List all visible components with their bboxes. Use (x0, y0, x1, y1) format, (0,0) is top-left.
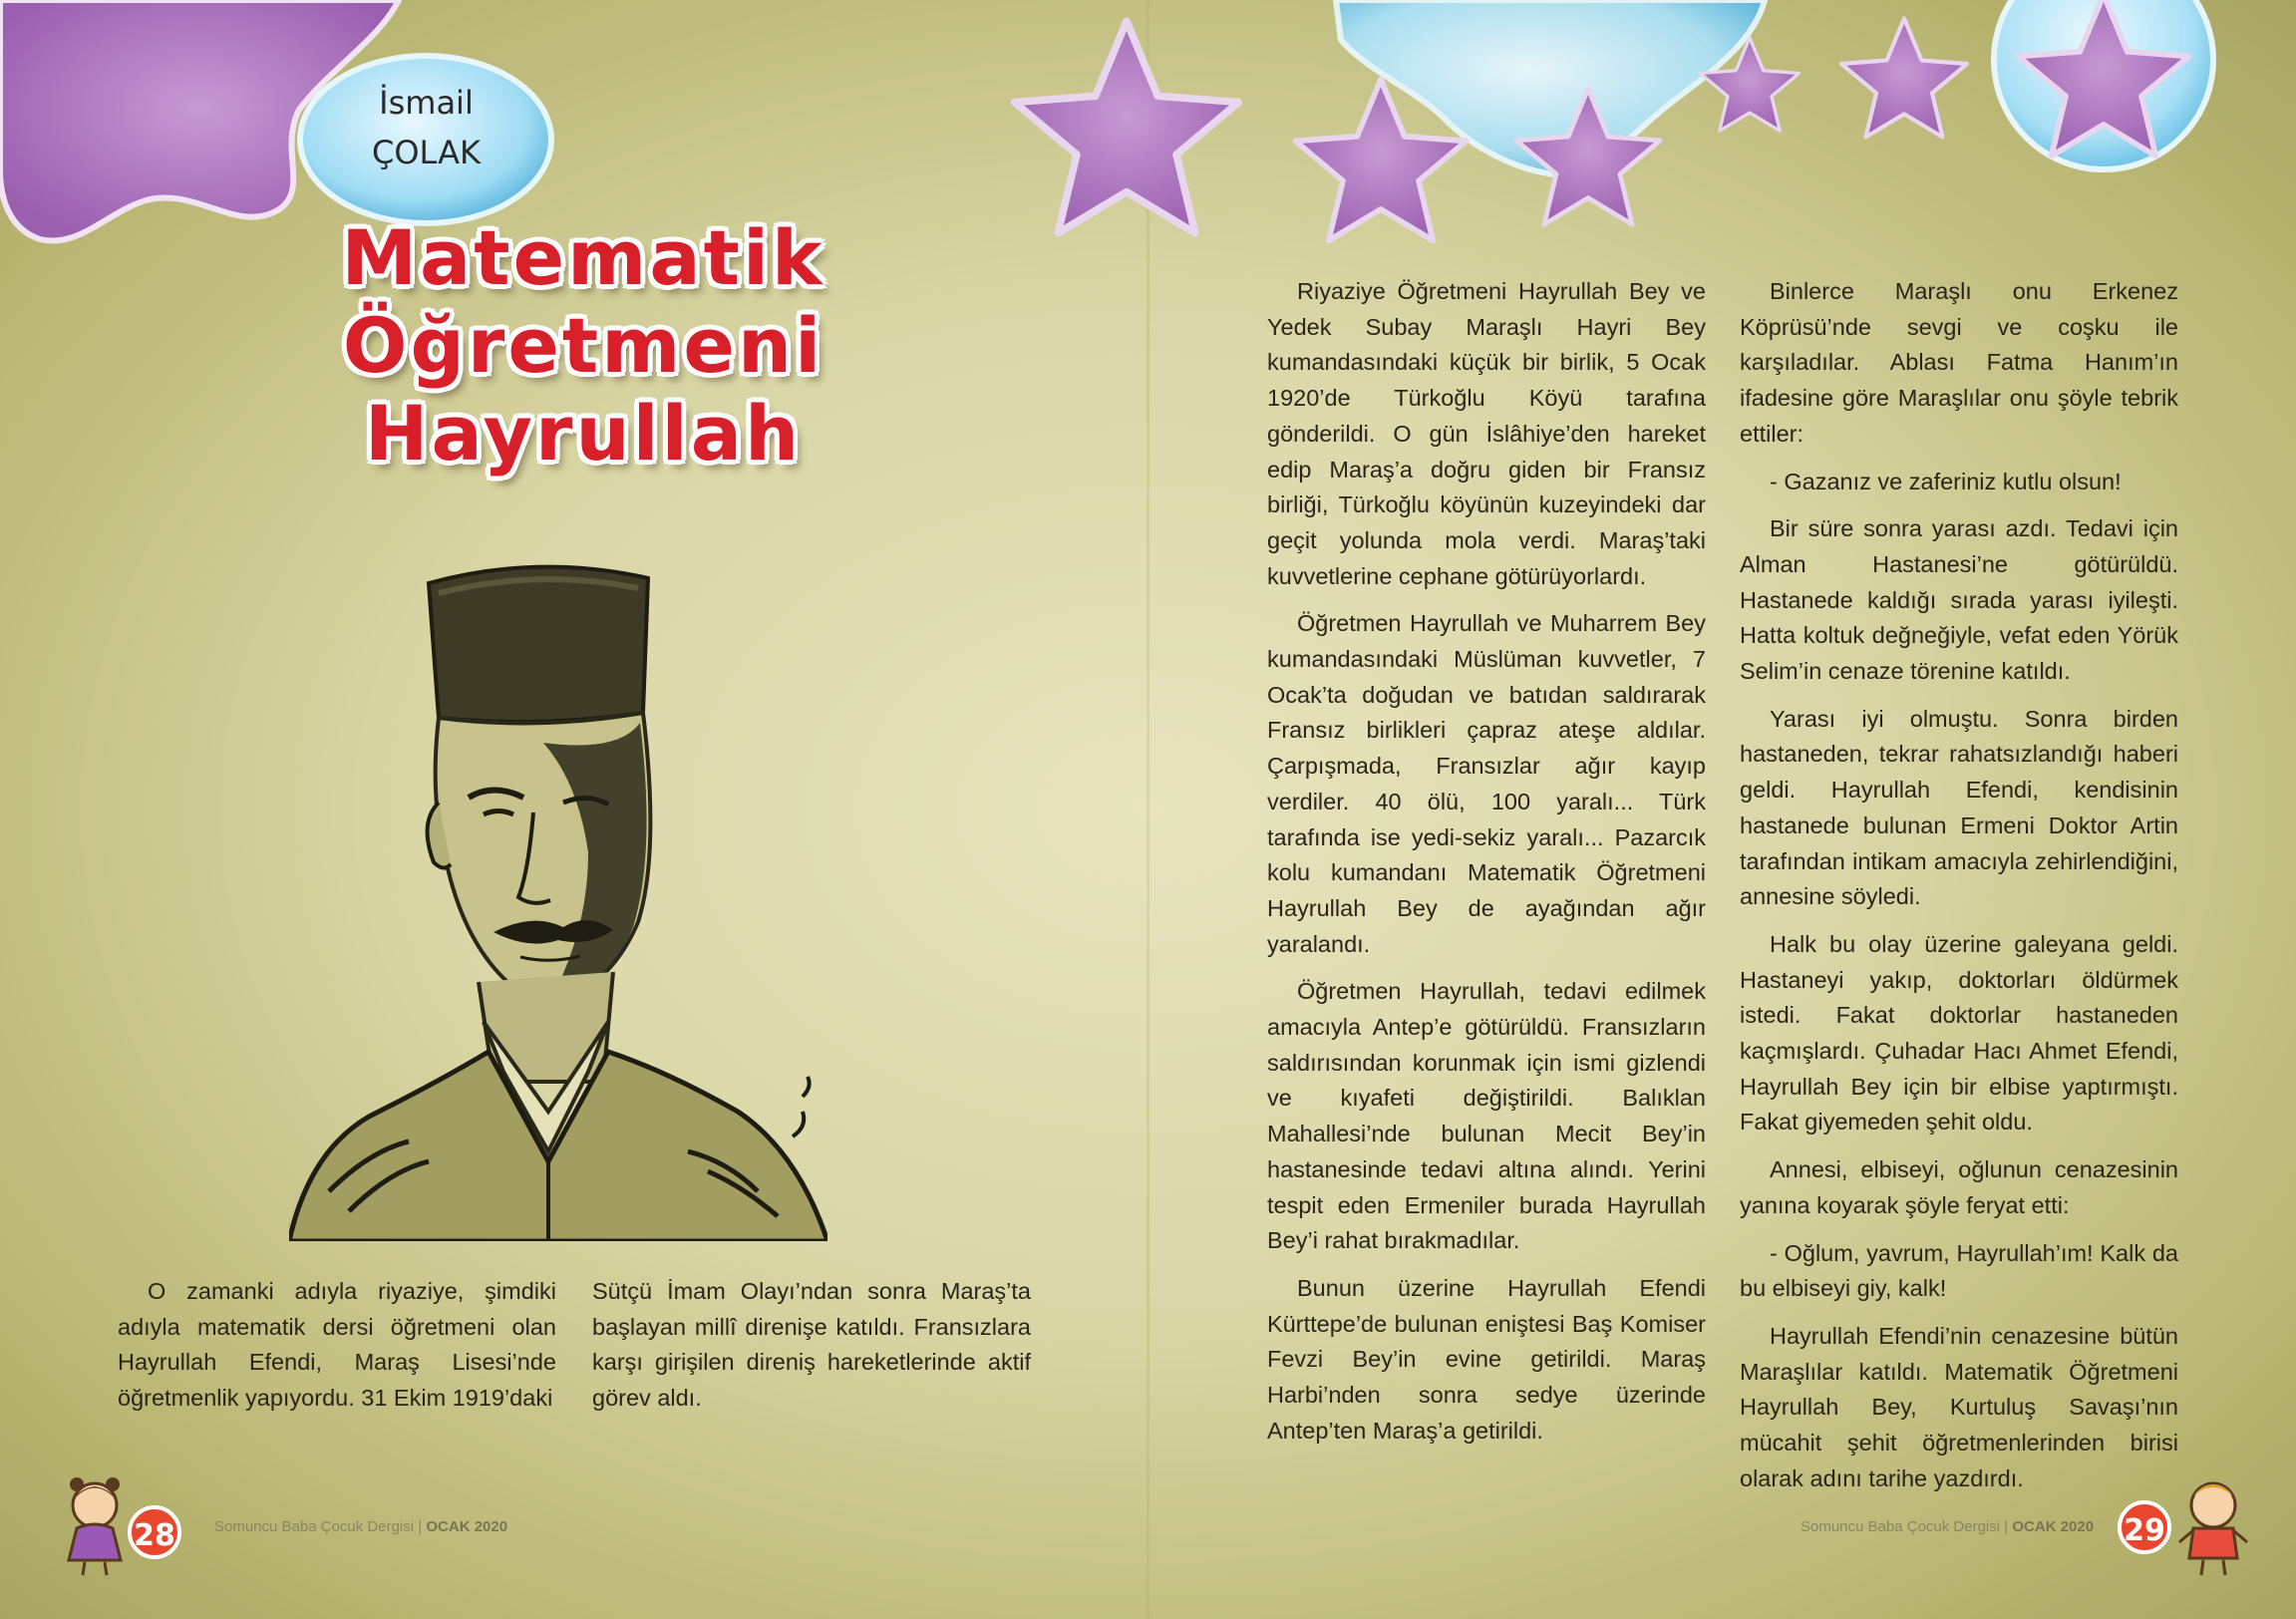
author-name (294, 78, 558, 177)
paragraph: Halk bu olay üzerine galeyana geldi. Hastaneyi yakıp, doktorları öldürmek istedi. Fakat doktorlar hastaneden kaçmışlardı. Çuhadar Hacı Ahmet Efendi, Hayrullah Bey için bir elbise yaptırmıştı. Fakat giyemeden şehit oldu. (1740, 930, 2178, 1135)
paragraph: Sütçü İmam Olayı’ndan sonra Maraş’ta başlayan millî direnişe katıldı. Fransızlara karşı girişilen direniş hareketlerinde aktif görev aldı. (592, 1278, 1031, 1412)
star-1 (1015, 21, 1239, 233)
page-number-right: 29 (2118, 1500, 2171, 1554)
paragraph: Annesi, elbiseyi, oğlunun cenazesinin yanına koyarak şöyle feryat etti: (1740, 1156, 2178, 1218)
footer-separator: | (418, 1518, 423, 1535)
paragraph: Bunun üzerine Hayrullah Efendi Kürttepe’de bulunan eniştesi Baş Komiser Fevzi Bey’in evine getirildi. Maraş Harbi’nden sonra sedye üzerinde Antep’ten Maraş’a getirildi. (1267, 1274, 1706, 1444)
paragraph: - Oğlum, yavrum, Hayrullah’ım! Kalk da bu elbiseyi giy, kalk! (1740, 1239, 2178, 1302)
paragraph: Öğretmen Hayrullah, tedavi edilmek amacıyla Antep’e götürüldü. Fransızların saldırısından korunmak için ismi gizlendi ve kıyafeti değiştirildi. Balıklan Mahallesi’nde bulunan Mecit Bey’in hastanesinde tedavi altına alındı. Yerini tespit eden Ermeniler burada Hayrullah Bey’i rahat bırakmadılar. (1267, 978, 1706, 1254)
boy-mascot-icon (2173, 1470, 2253, 1580)
page-number-left: 28 (128, 1505, 181, 1559)
girl-mascot-icon (55, 1470, 135, 1580)
paragraph: Binlerce Maraşlı onu Erkenez Köprüsü’nde sevgi ve coşku ile karşıladılar. Ablası Fatma Hanım’ın ifadesine göre Maraşlılar onu şöyle tebrik ettiler: (1740, 278, 2178, 447)
author-first-name: İsmail (379, 84, 474, 122)
star-5 (1841, 19, 1967, 138)
article-column-3 (1267, 274, 1706, 1461)
paragraph: Hayrullah Efendi’nin cenazesine bütün Maraşlılar katıldı. Matematik Öğretmeni Hayrullah Bey, Kurtuluş Savaşı’nın mücahit şehit öğretmenlerinden birisi olarak adını tarihe yazdırdı. (1740, 1322, 2178, 1491)
author-last-name: ÇOLAK (372, 134, 481, 171)
title-line-3: Hayrullah (364, 389, 803, 478)
title-line-1: Matematik (341, 213, 825, 302)
magazine-name: Somuncu Baba Çocuk Dergisi (214, 1518, 415, 1535)
paragraph: O zamanki adıyla riyaziye, şimdiki adıyla matematik dersi öğretmeni olan Hayrullah Efendi, Maraş Lisesi’nde öğretmenlik yapıyordu. 31 Ekim 1919’daki (118, 1278, 556, 1412)
paragraph: - Gazanız ve zaferiniz kutlu olsun! (1770, 468, 2122, 494)
paragraph: Riyaziye Öğretmeni Hayrullah Bey ve Yedek Subay Maraşlı Hayri Bey kumandasındaki küçük bir birlik, 5 Ocak 1920’de Türkoğlu Köyü tarafına gönderildi. O gün İslâhiye’den hareket edip Maraş’a doğru giden bir Fransız birliği, Türkoğlu köyünün kuzeyindeki dar geçit yolunda mola verdi. Maraş’taki kuvvetlerine cephane götürüyorlardı. (1267, 278, 1706, 589)
article-column-2 (592, 1274, 1031, 1429)
paragraph: Öğretmen Hayrullah ve Muharrem Bey kumandasındaki Müslüman kuvvetler, 7 Ocak’ta doğudan ve batıdan saldırarak Fransız birlikleri çapraz ateşe aldılar. Çarpışmada, Fransızlar ağır kayıp verdiler. 40 ölü, 100 yaralı... Türk tarafında ise yedi-sekiz yaralı... Pazarcık kolu kumandanı Matematik Öğretmeni Hayrullah Bey de ayağından ağır yaralandı. (1267, 610, 1706, 957)
footer-separator: | (2004, 1518, 2009, 1535)
title-line-2: Öğretmeni (342, 301, 824, 390)
magazine-name: Somuncu Baba Çocuk Dergisi (1801, 1518, 2001, 1535)
portrait-illustration (289, 553, 827, 1241)
issue-date: OCAK 2020 (2012, 1518, 2095, 1535)
article-title (284, 214, 882, 478)
article-column-4 (1740, 274, 2178, 1509)
paragraph: Yarası iyi olmuştu. Sonra birden hastaneden, tekrar rahatsızlandığı haberi geldi. Hayrullah Efendi, kendisinin hastanede bulunan Ermeni Doktor Artin tarafından intikam amacıyla zehirlendiğini, annesine söyledi. (1740, 705, 2178, 910)
paragraph: Bir süre sonra yarası azdı. Tedavi için Alman Hastanesi’ne götürüldü. Hastanede kaldığı sırada yarası iyileşti. Hatta koltuk değneğiyle, vefat eden Yörük Selim’in cenaze törenine katıldı. (1740, 515, 2178, 685)
article-column-1 (118, 1274, 556, 1429)
issue-date: OCAK 2020 (426, 1518, 508, 1535)
footer-left (214, 1518, 507, 1535)
footer-right (1801, 1518, 2094, 1535)
